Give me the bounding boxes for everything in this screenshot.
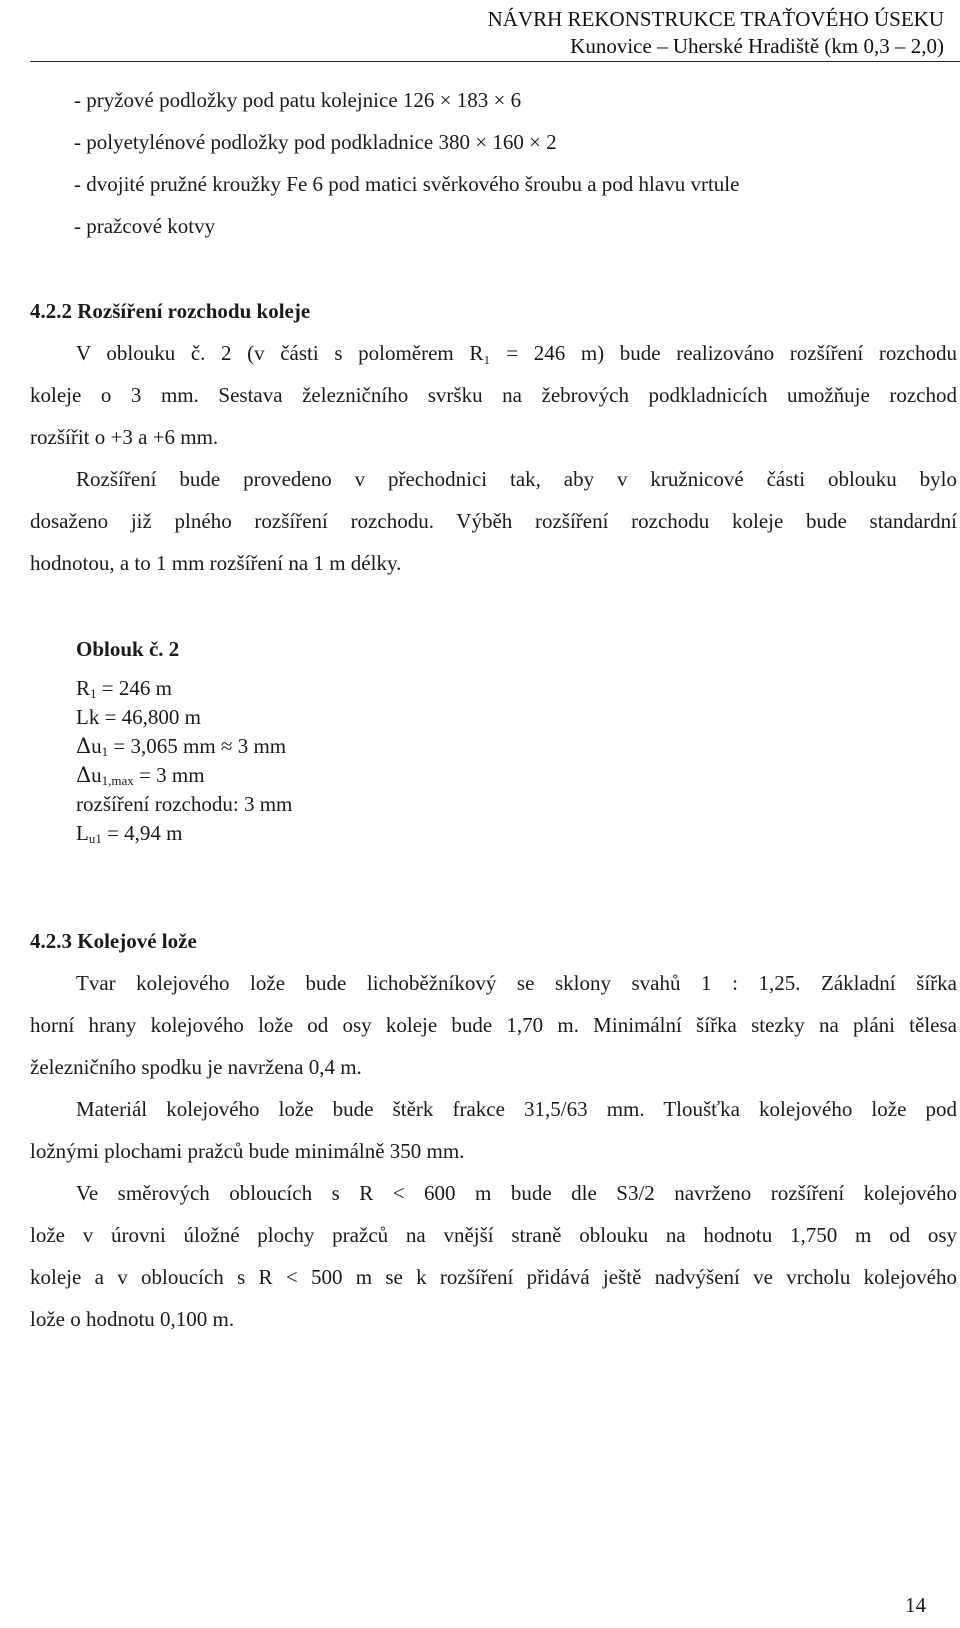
paragraph-line: hodnotou, a to 1 mm rozšíření na 1 m délky. <box>30 551 402 575</box>
radius-line: $R_1 = 246$ m <box>76 676 172 701</box>
lk-line: Lk = 46,800 m <box>76 705 202 729</box>
paragraph-line: V oblouku č. 2 (v části s poloměrem R₁ = 246 m) bude realizováno rozšíření rozchodu <box>76 341 957 365</box>
header-rule <box>30 61 960 62</box>
paragraph-line: koleje o 3 mm. Sestava železničního svršku na žebrových podkladnicích umožňuje rozchod <box>30 383 957 407</box>
list-item: - dvojité pružné kroužky Fe 6 pod matici svěrkového šroubu a pod hlavu vrtule <box>74 172 740 196</box>
paragraph-line: dosaženo již plného rozšíření rozchodu. Výběh rozšíření rozchodu koleje bude standardní <box>30 509 957 533</box>
curve-title: Oblouk č. 2 <box>76 637 180 661</box>
paragraph-line: železničního spodku je navržena 0,4 m. <box>30 1055 362 1079</box>
header-subtitle: Kunovice – Uherské Hradiště (km 0,3 – 2,0) <box>570 34 944 58</box>
list-item: - pražcové kotvy <box>74 214 216 238</box>
paragraph-line: Rozšíření bude provedeno v přechodnici tak, aby v kružnicové části oblouku bylo <box>76 467 957 491</box>
list-item: - polyetylénové podložky pod podkladnice 380 × 160 × 2 <box>74 130 557 154</box>
list-item: - pryžové podložky pod patu kolejnice 126 × 183 × 6 <box>74 88 522 112</box>
running-header <box>488 6 944 60</box>
lu1-line: $L_{u1} = 4,94$ m <box>76 821 183 846</box>
paragraph-line: horní hrany kolejového lože od osy koleje bude 1,70 m. Minimální šířka stezky na pláni tělesa <box>30 1013 957 1037</box>
section-heading-4-2-2: 4.2.2 Rozšíření rozchodu koleje <box>30 299 311 323</box>
widening-line: rozšíření rozchodu: 3 mm <box>76 792 293 816</box>
paragraph-line: Materiál kolejového lože bude štěrk frakce 31,5/63 mm. Tloušťka kolejového lože pod <box>76 1097 957 1121</box>
curve-parameters <box>76 635 292 848</box>
header-title: NÁVRH REKONSTRUKCE TRAŤOVÉHO ÚSEKU <box>487 7 944 31</box>
page-number: 14 <box>905 1593 926 1617</box>
delta-u1max-line: $\Delta u_{1,max} = 3$ mm <box>76 763 205 788</box>
paragraph-line: rozšířit o +3 a +6 mm. <box>30 425 219 449</box>
paragraph-line: Tvar kolejového lože bude lichoběžníkový se sklony svahů 1 : 1,25. Základní šířka <box>76 971 957 995</box>
paragraph-line: lože v úrovni úložné plochy pražců na vnější straně oblouku na hodnotu 1,750 m od osy <box>30 1223 957 1247</box>
paragraph-line: ložnými plochami pražců bude minimálně 350 mm. <box>30 1139 465 1163</box>
delta-u1-line: $\Delta u_1 = 3,065$ mm ≈ 3 mm <box>76 734 287 759</box>
section-heading-4-2-3: 4.2.3 Kolejové lože <box>30 929 197 953</box>
paragraph-line: Ve směrových obloucích s R < 600 m bude dle S3/2 navrženo rozšíření kolejového <box>76 1181 957 1205</box>
paragraph-line: koleje a v obloucích s R < 500 m se k rozšíření přidává ještě nadvýšení ve vrcholu kolejového <box>30 1265 957 1289</box>
paragraph-line: lože o hodnotu 0,100 m. <box>30 1307 235 1331</box>
